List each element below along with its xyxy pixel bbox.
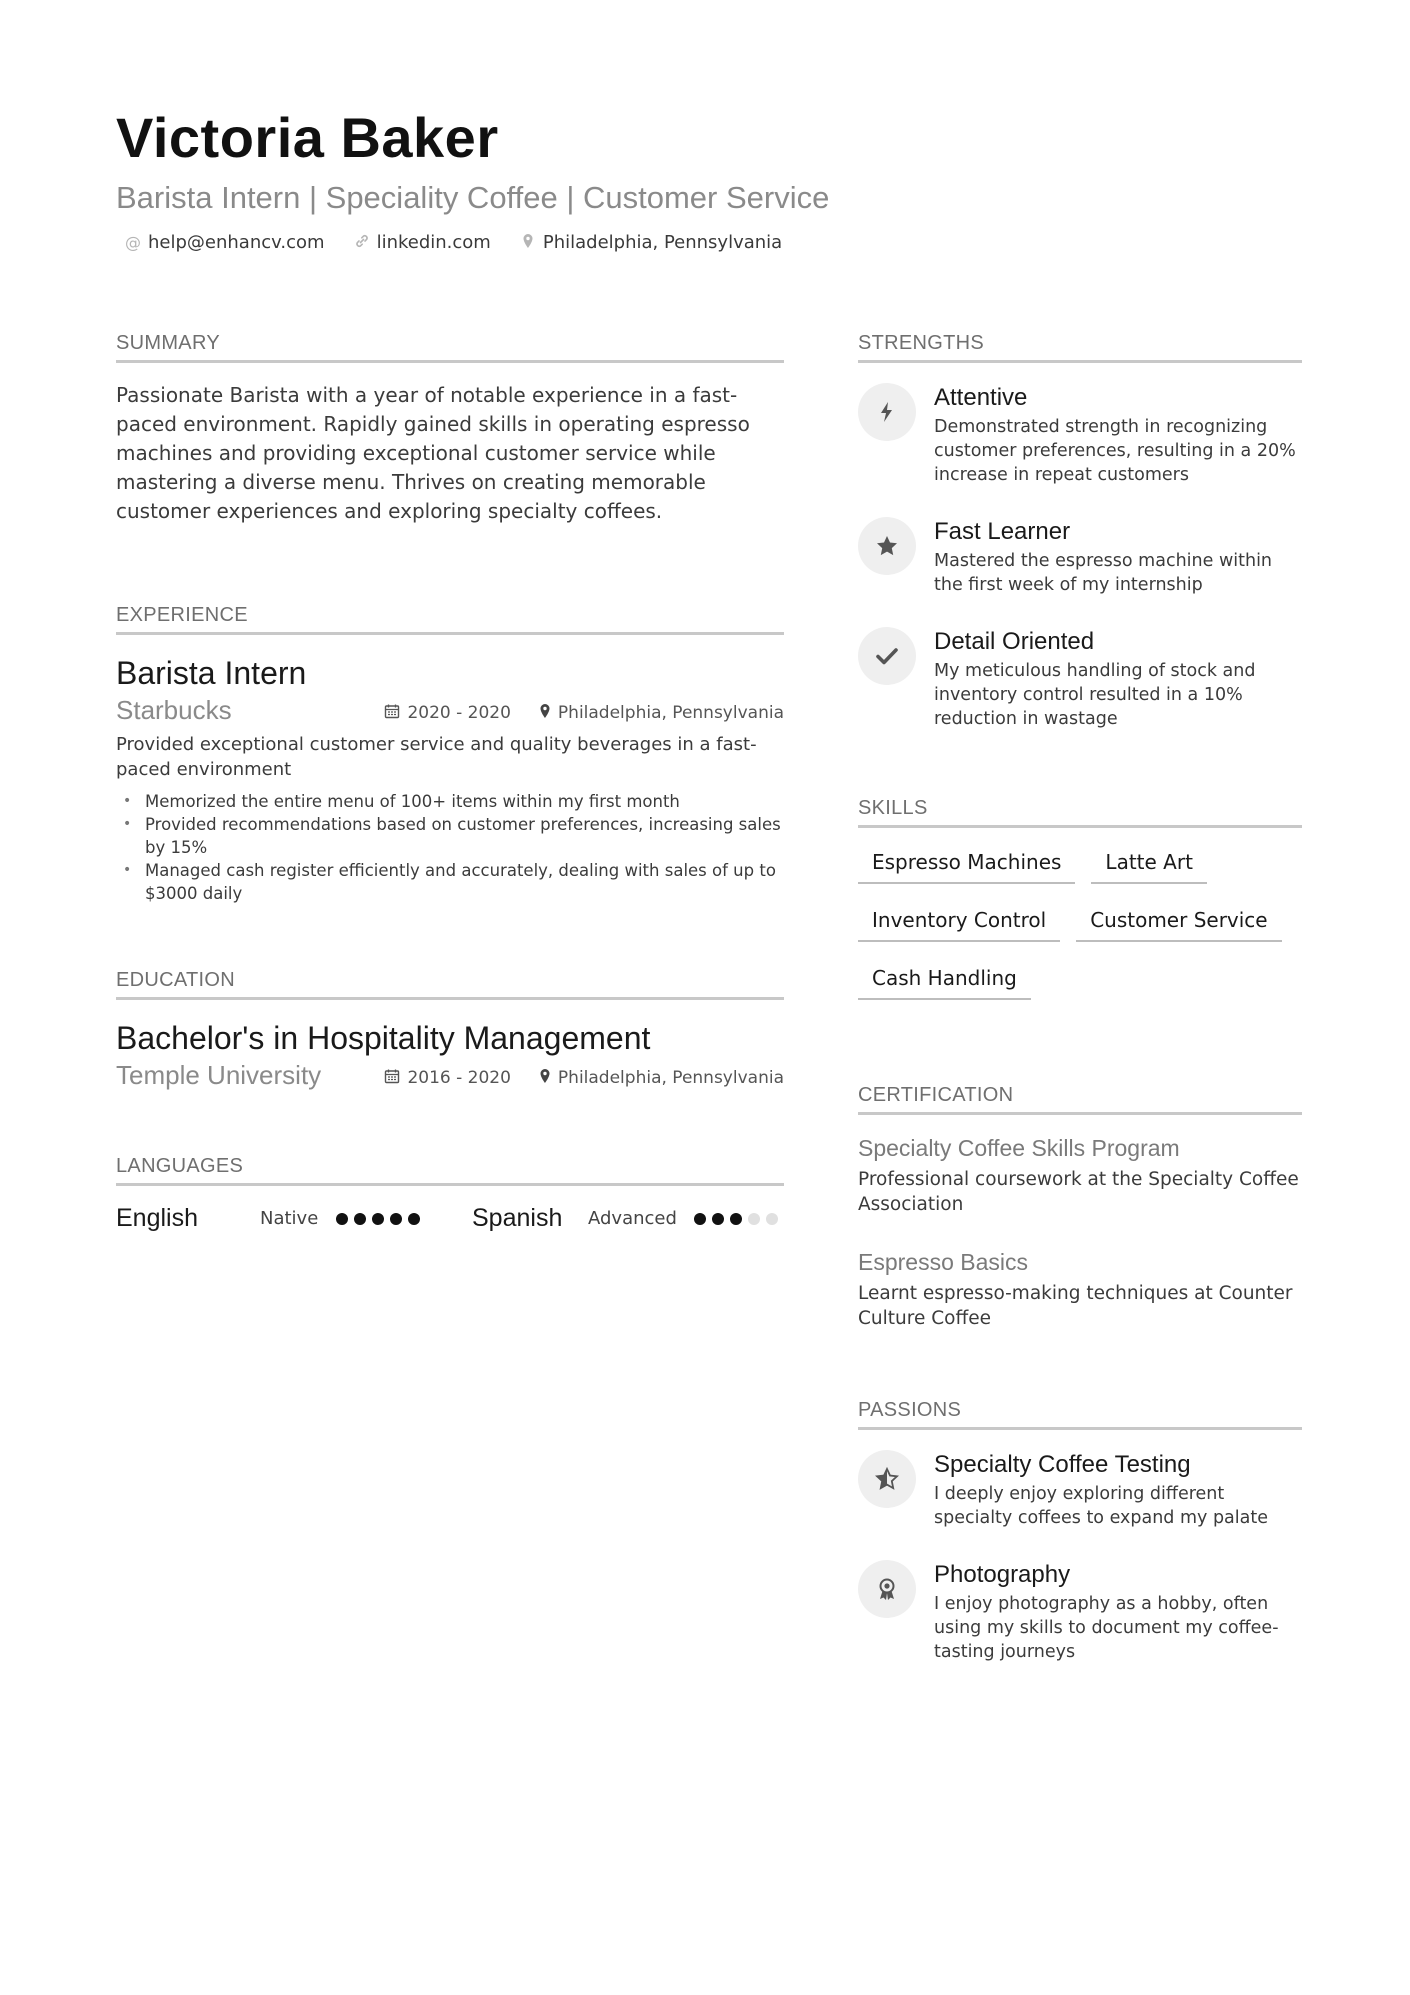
- location-pin-icon: [539, 703, 551, 723]
- experience-meta: [384, 703, 784, 723]
- lightning-icon: [858, 383, 916, 441]
- rating-dot-filled: [372, 1213, 384, 1225]
- strengths-heading: STRENGTHS: [858, 330, 1302, 363]
- certification-heading: CERTIFICATION: [858, 1082, 1302, 1115]
- certification-section: [858, 1082, 1302, 1331]
- award-ribbon-icon: [858, 1560, 916, 1618]
- passions-section: [858, 1397, 1302, 1664]
- passion-title: Photography: [934, 1561, 1071, 1588]
- languages-row: [116, 1204, 784, 1233]
- star-icon: [858, 517, 916, 575]
- summary-section: [116, 330, 784, 526]
- education-meta: [384, 1068, 784, 1088]
- passion-item: [858, 1560, 1302, 1664]
- location-pin-icon: [539, 1068, 551, 1088]
- contact-location-text: Philadelphia, Pennsylvania: [542, 232, 783, 253]
- experience-dates: [384, 703, 510, 723]
- education-dates: [384, 1068, 510, 1088]
- skills-heading: SKILLS: [858, 795, 1302, 828]
- strength-description: Mastered the espresso machine within the first week of my internship: [934, 551, 1273, 595]
- candidate-name: Victoria Baker: [116, 106, 499, 169]
- strength-item: [858, 517, 1302, 597]
- contact-linkedin-text: linkedin.com: [376, 232, 491, 253]
- strengths-section: [858, 330, 1302, 731]
- experience-location: [539, 703, 784, 723]
- experience-subline: [116, 695, 784, 726]
- calendar-icon: [384, 1068, 400, 1088]
- rating-dot-filled: [336, 1213, 348, 1225]
- languages-section: [116, 1153, 784, 1233]
- education-location: [539, 1068, 784, 1088]
- language-name: English: [116, 1204, 198, 1232]
- strength-description: Demonstrated strength in recognizing customer preferences, resulting in a 20% increase in repeat customers: [934, 417, 1296, 485]
- education-degree: Bachelor's in Hospitality Management: [116, 1020, 651, 1056]
- skill-tag: Espresso Machines: [858, 846, 1075, 884]
- contact-list: [116, 232, 1316, 253]
- rating-dot-filled: [408, 1213, 420, 1225]
- contact-email[interactable]: [124, 232, 325, 253]
- skill-tag: Inventory Control: [858, 904, 1060, 942]
- certification-title: Specialty Coffee Skills Program: [858, 1135, 1180, 1161]
- contact-location: [519, 232, 782, 253]
- education-location-text: Philadelphia, Pennsylvania: [557, 1068, 784, 1088]
- passion-item: [858, 1450, 1302, 1530]
- rating-dot-filled: [730, 1213, 742, 1225]
- contact-email-text: help@enhancv.com: [148, 232, 325, 253]
- strength-item: [858, 627, 1302, 731]
- skills-section: [858, 795, 1302, 1000]
- skill-tag: Latte Art: [1091, 846, 1207, 884]
- passions-heading: PASSIONS: [858, 1397, 1302, 1430]
- experience-bullet: • Provided recommendations based on customer preferences, increasing sales by 15%: [116, 813, 784, 859]
- education-school: Temple University: [116, 1060, 322, 1090]
- language-name: Spanish: [472, 1204, 563, 1232]
- strength-title: Detail Oriented: [934, 628, 1095, 655]
- certification-description: Learnt espresso-making techniques at Counter Culture Coffee: [858, 1283, 1293, 1329]
- resume-header: [116, 106, 1316, 253]
- languages-heading: LANGUAGES: [116, 1153, 784, 1186]
- rating-dot-empty: [748, 1213, 760, 1225]
- summary-heading: SUMMARY: [116, 330, 784, 363]
- rating-dot-empty: [766, 1213, 778, 1225]
- rating-dot-filled: [712, 1213, 724, 1225]
- skill-tag: Customer Service: [1076, 904, 1281, 942]
- experience-description: Provided exceptional customer service and quality beverages in a fast-paced environment: [116, 734, 757, 780]
- experience-role: Barista Intern: [116, 655, 307, 691]
- experience-dates-text: 2020 - 2020: [407, 703, 511, 723]
- experience-bullet: • Memorized the entire menu of 100+ items within my first month: [116, 790, 784, 813]
- language-level: Native: [260, 1208, 319, 1229]
- education-dates-text: 2016 - 2020: [407, 1068, 511, 1088]
- certification-description: Professional coursework at the Specialty Coffee Association: [858, 1169, 1299, 1215]
- rating-dot-filled: [354, 1213, 366, 1225]
- right-column: [858, 330, 1302, 1664]
- education-subline: [116, 1060, 784, 1091]
- summary-text: Passionate Barista with a year of notable experience in a fast-paced environment. Rapidly gained skills in operating espresso machines and providing exceptional customer service while mastering a diverse menu. Thrives on creating memorable customer experiences and exploring specialty coffees.: [116, 383, 750, 523]
- strength-title: Fast Learner: [934, 518, 1071, 545]
- link-icon: [353, 233, 371, 253]
- strength-item: [858, 383, 1302, 487]
- calendar-icon: [384, 703, 400, 723]
- left-column: [116, 330, 784, 1233]
- passion-title: Specialty Coffee Testing: [934, 1451, 1191, 1478]
- education-section: [116, 967, 784, 1091]
- checkmark-icon: [858, 627, 916, 685]
- skill-tag: Cash Handling: [858, 962, 1031, 1000]
- rating-dot-filled: [390, 1213, 402, 1225]
- education-heading: EDUCATION: [116, 967, 784, 1000]
- passion-description: I deeply enjoy exploring different specialty coffees to expand my palate: [934, 1484, 1268, 1528]
- language-level: Advanced: [588, 1208, 677, 1229]
- contact-linkedin[interactable]: [353, 232, 491, 253]
- location-pin-icon: [519, 233, 537, 253]
- experience-location-text: Philadelphia, Pennsylvania: [557, 703, 784, 723]
- experience-bullet: • Managed cash register efficiently and accurately, dealing with sales of up to $3000 daily: [116, 859, 784, 905]
- experience-section: [116, 602, 784, 905]
- half-star-icon: [858, 1450, 916, 1508]
- experience-company: Starbucks: [116, 695, 232, 725]
- language-rating: [694, 1213, 778, 1225]
- language-rating: [336, 1213, 420, 1225]
- at-icon: @: [125, 233, 141, 252]
- experience-heading: EXPERIENCE: [116, 602, 784, 635]
- experience-bullets: [116, 790, 784, 905]
- candidate-title: Barista Intern | Speciality Coffee | Customer Service: [116, 180, 830, 215]
- strength-description: My meticulous handling of stock and inventory control resulted in a 10% reduction in wastage: [934, 661, 1256, 729]
- rating-dot-filled: [694, 1213, 706, 1225]
- strength-title: Attentive: [934, 384, 1028, 411]
- skills-list: [858, 846, 1302, 1000]
- certification-title: Espresso Basics: [858, 1249, 1029, 1275]
- passion-description: I enjoy photography as a hobby, often using my skills to document my coffee-tasting journeys: [934, 1594, 1279, 1662]
